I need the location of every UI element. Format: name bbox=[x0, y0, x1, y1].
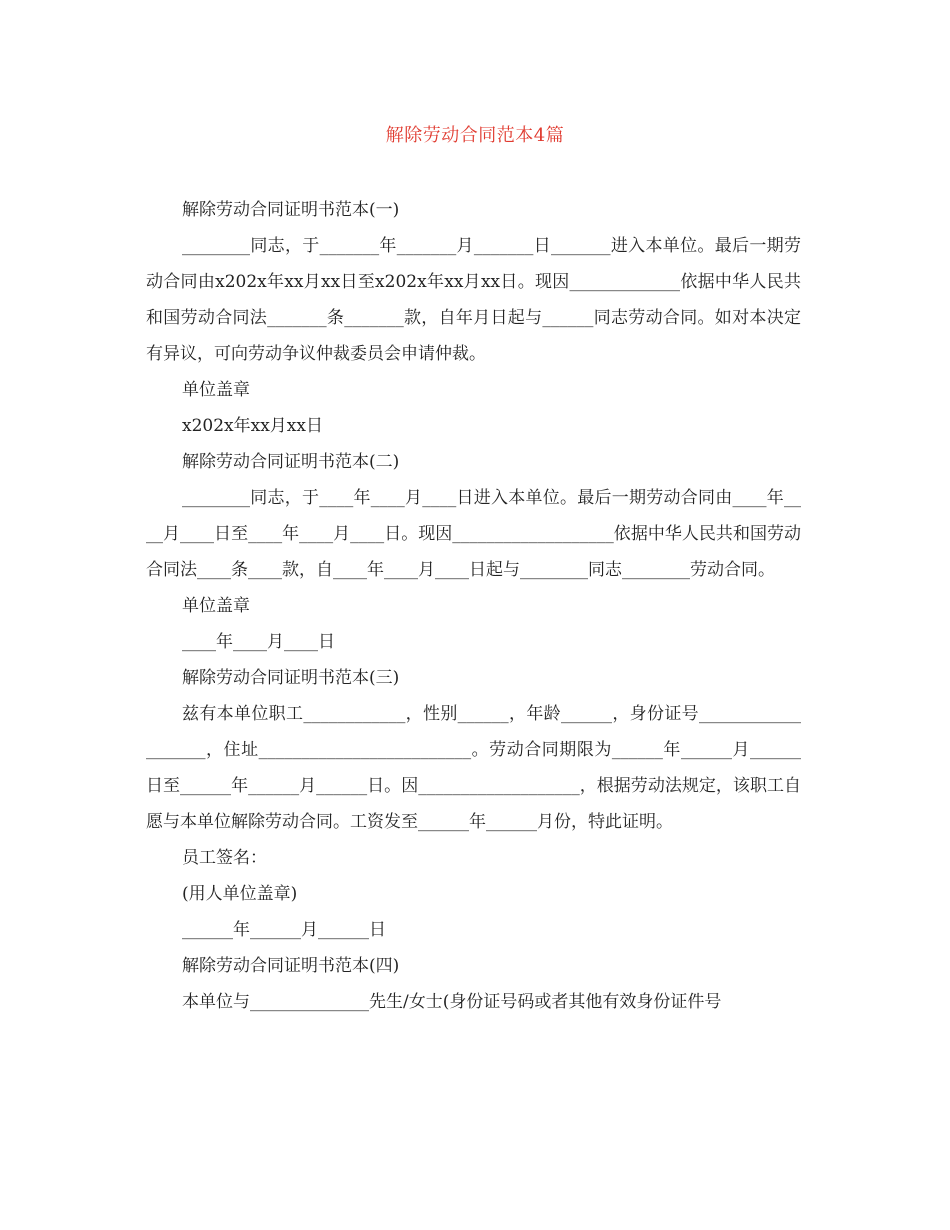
section-3-body: 兹有本单位职工____________，性别______，年龄______，身份证号___________________，住址_________________________。劳动合同期限为______年______月______日至______年______月______日。因___________________，根据劳动法规定，该职工自愿与本单位解除劳动合同。工资发至______年______月份，特此证明。 bbox=[146, 704, 801, 832]
section-3-date: ______年______月______日 bbox=[182, 920, 386, 940]
section-1-seal: 单位盖章 bbox=[182, 380, 250, 400]
section-1-date: x202x年xx月xx日 bbox=[182, 416, 323, 436]
section-3-seal: (用人单位盖章) bbox=[182, 884, 298, 904]
section-2-seal: 单位盖章 bbox=[182, 596, 250, 616]
document-title: 解除劳动合同范本4篇 bbox=[385, 125, 565, 146]
section-heading-3: 解除劳动合同证明书范本(三) bbox=[182, 668, 400, 688]
section-2-body: ________同志，于____年____月____日进入本单位。最后一期劳动合同由____年____月____日至____年____月____日。现因___________________依据中华人民共和国劳动合同法____条____款，自____年____月____日起与________同志________劳动合同。 bbox=[146, 488, 801, 580]
section-1-body: ________同志，于_______年_______月_______日_______进入本单位。最后一期劳动合同由x202x年xx月xx日至x202x年xx月xx日。现因_____________依据中华人民共和国劳动合同法_______条_______款，自年月日起与______同志劳动合同。如对本决定有异议，可向劳动争议仲裁委员会申请仲裁。 bbox=[146, 236, 801, 364]
section-heading-4: 解除劳动合同证明书范本(四) bbox=[182, 956, 400, 976]
section-heading-1: 解除劳动合同证明书范本(一) bbox=[182, 200, 400, 220]
section-heading-2: 解除劳动合同证明书范本(二) bbox=[182, 452, 400, 472]
section-4-body: 本单位与______________先生/女士(身份证号码或者其他有效身份证件号 bbox=[182, 992, 722, 1012]
section-3-signature: 员工签名： bbox=[182, 848, 267, 868]
section-2-date: ____年____月____日 bbox=[182, 632, 335, 652]
document-body bbox=[146, 192, 801, 1020]
